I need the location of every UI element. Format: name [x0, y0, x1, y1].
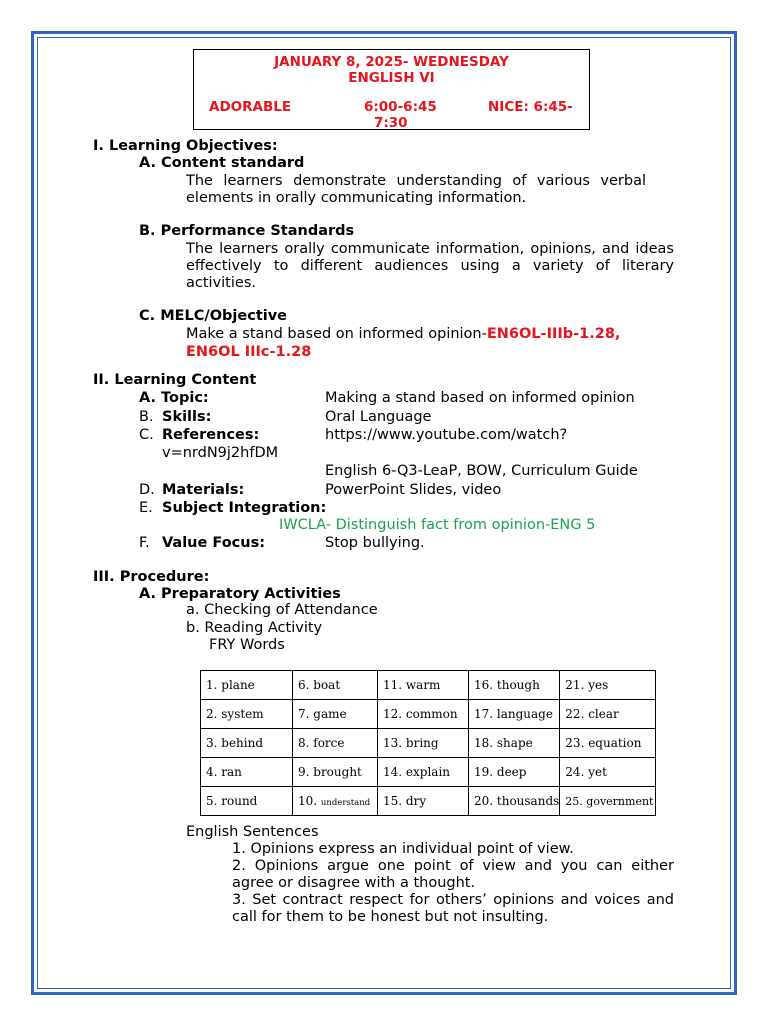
fry-word: 17. language: [469, 700, 560, 729]
fry-word-number: 10.: [298, 794, 318, 808]
fry-word: 24. yet: [560, 758, 656, 787]
skills-value: Oral Language: [325, 409, 432, 425]
fry-words-table: [200, 670, 656, 816]
materials-value: PowerPoint Slides, video: [325, 482, 502, 498]
content-standard-text: The learners demonstrate understanding of various verbal elements in orally communicating information.: [186, 173, 646, 206]
fry-word: 7. game: [293, 700, 378, 729]
fry-word: 16. though: [469, 671, 560, 700]
value-focus-value: Stop bullying.: [325, 535, 425, 551]
table-row: [201, 758, 656, 787]
references-label: References:: [162, 427, 260, 443]
fry-word: 20. thousands: [469, 787, 560, 816]
content-standard-heading: A. Content standard: [139, 155, 305, 171]
skills-letter: B.: [139, 409, 154, 425]
fry-word: [293, 787, 378, 816]
melc-text: [186, 326, 620, 343]
topic-label: A. Topic:: [139, 390, 209, 406]
materials-letter: D.: [139, 482, 155, 498]
references-letter: C.: [139, 427, 154, 443]
preparatory-heading: A. Preparatory Activities: [139, 586, 341, 602]
reference-other: English 6-Q3-LeaP, BOW, Curriculum Guide: [325, 463, 638, 479]
fry-word: 22. clear: [560, 700, 656, 729]
table-row: [201, 729, 656, 758]
melc-code-1: EN6OL-IIIb-1.28,: [486, 326, 621, 342]
fry-word: 8. force: [293, 729, 378, 758]
topic-value: Making a stand based on informed opinion: [325, 390, 635, 406]
fry-word: 19. deep: [469, 758, 560, 787]
sentence-1: 1. Opinions express an individual point of view.: [232, 841, 574, 857]
integration-label: Subject Integration:: [162, 500, 327, 516]
header-subject: ENGLISH VI: [348, 70, 435, 86]
table-row: [201, 787, 656, 816]
header-time-adorable: 6:00-6:45: [364, 99, 437, 115]
value-focus-letter: F.: [139, 535, 150, 551]
fry-word: 4. ran: [201, 758, 293, 787]
fry-word: 21. yes: [560, 671, 656, 700]
fry-word: 18. shape: [469, 729, 560, 758]
header-time-nice-cont: 7:30: [374, 115, 408, 130]
fry-word: 23. equation: [560, 729, 656, 758]
performance-standards-heading: B. Performance Standards: [139, 223, 355, 239]
fry-word: 13. bring: [378, 729, 469, 758]
header-section-nice: NICE: 6:45-: [488, 99, 573, 115]
fry-word: 12. common: [378, 700, 469, 729]
fry-word: 2. system: [201, 700, 293, 729]
english-sentences-label: English Sentences: [186, 824, 319, 840]
fry-word: 11. warm: [378, 671, 469, 700]
integration-letter: E.: [139, 500, 153, 516]
header-date: JANUARY 8, 2025- WEDNESDAY: [274, 54, 509, 70]
value-focus-label: Value Focus:: [162, 535, 266, 551]
objectives-heading: I. Learning Objectives:: [93, 138, 278, 154]
integration-value: IWCLA- Distinguish fact from opinion-ENG 5: [279, 517, 596, 533]
fry-word: 14. explain: [378, 758, 469, 787]
procedure-heading: III. Procedure:: [93, 569, 210, 585]
checking-attendance: a. Checking of Attendance: [186, 602, 378, 618]
fry-word: 3. behind: [201, 729, 293, 758]
reading-activity: b. Reading Activity: [186, 620, 323, 636]
reference-url-cont: v=nrdN9j2hfDM: [162, 445, 279, 461]
sentence-3: 3. Set contract respect for others’ opinions and voices and call for them to be honest but not insulting.: [232, 892, 674, 925]
melc-objective: Make a stand based on informed opinion-: [186, 326, 487, 342]
melc-heading: C. MELC/Objective: [139, 308, 288, 324]
materials-label: Materials:: [162, 482, 245, 498]
fry-word: 6. boat: [293, 671, 378, 700]
fry-word: 9. brought: [293, 758, 378, 787]
reference-url: https://www.youtube.com/watch?: [325, 427, 568, 443]
performance-standards-text: The learners orally communicate information, opinions, and ideas effectively to different audiences using a variety of literary activities.: [186, 241, 674, 291]
table-row: [201, 700, 656, 729]
skills-label: Skills:: [162, 409, 212, 425]
fry-word-small: understand: [320, 798, 371, 808]
fry-word: 15. dry: [378, 787, 469, 816]
fry-word: 5. round: [201, 787, 293, 816]
fry-word: 1. plane: [201, 671, 293, 700]
fry-word: 25. government: [560, 787, 656, 816]
header-box: [193, 49, 590, 130]
fry-words-label: FRY Words: [209, 637, 285, 653]
melc-code-2: EN6OL IIIc-1.28: [186, 344, 312, 360]
learning-content-heading: II. Learning Content: [93, 372, 257, 388]
header-section-adorable: ADORABLE: [209, 99, 292, 115]
table-row: [201, 671, 656, 700]
sentence-2: 2. Opinions argue one point of view and you can either agree or disagree with a thought.: [232, 858, 674, 891]
